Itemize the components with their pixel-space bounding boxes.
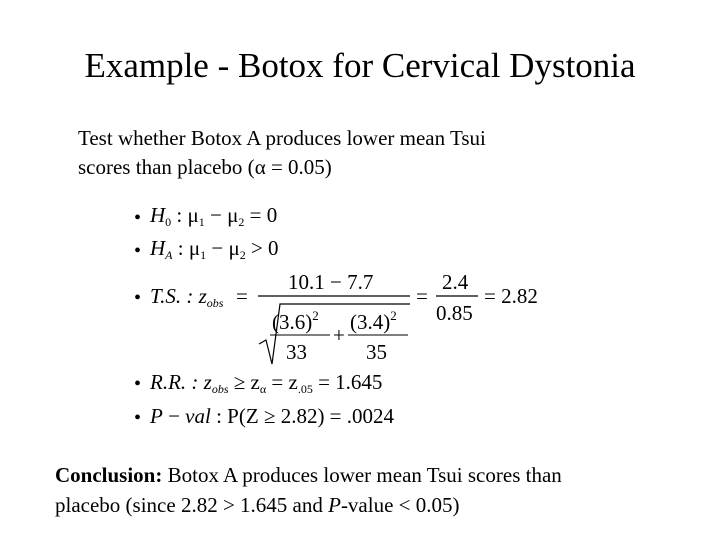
conclusion-text-2-prefix: placebo (since 2.82 > 1.645 and	[55, 493, 329, 517]
intro-text	[78, 124, 678, 182]
ts-eq2: =	[416, 284, 428, 308]
rr-alpha: α	[259, 382, 267, 396]
ha-sub1: 1	[200, 248, 207, 262]
h0-H: H	[150, 203, 166, 227]
svg-text:(3.4)2	[350, 308, 397, 334]
den-plus: +	[333, 323, 345, 347]
den1-num: (3.6)	[272, 310, 313, 334]
bullet-test-statistic	[134, 270, 538, 364]
intro-line-1: Test whether Botox A produces lower mean Tsui	[78, 126, 486, 150]
conclusion-label: Conclusion:	[55, 463, 163, 487]
den2-num: (3.4)	[350, 310, 391, 334]
math-svg	[120, 196, 580, 436]
h0-rel: = 0	[244, 203, 278, 227]
den1-exp: 2	[312, 308, 319, 323]
den1-den: 33	[286, 340, 307, 364]
h0-sub: 0	[165, 215, 172, 229]
slide-title: Example - Botox for Cervical Dystonia	[84, 46, 636, 85]
h0-sub1: 1	[198, 215, 205, 229]
den2-exp: 2	[390, 308, 397, 323]
h0-mu1: : μ	[171, 203, 199, 227]
bullet-dot: •	[134, 287, 142, 309]
conclusion-text-1: Botox A produces lower mean Tsui scores than	[162, 463, 562, 487]
rr-ge: ≥ z	[228, 370, 260, 394]
svg-text:T.S. : zobs	[150, 284, 224, 310]
rr-obs: obs	[211, 382, 229, 396]
bullet-dot: •	[134, 407, 142, 429]
frac2-num: 2.4	[442, 270, 469, 294]
conclusion-text-2-suffix: -value < 0.05)	[340, 493, 460, 517]
alpha-symbol: α	[254, 155, 266, 179]
svg-text:(3.6)2	[272, 308, 319, 334]
svg-text:R.R. : zobs ≥ zα = z.05 = 1.64	[149, 370, 382, 396]
h0-sub2: 2	[238, 215, 245, 229]
den2-den: 35	[366, 340, 387, 364]
ha-mu1: : μ	[172, 236, 201, 260]
conclusion-line-2	[55, 490, 695, 520]
ts-label: T.S. : z	[150, 284, 207, 308]
svg-text:HA : μ1 − μ2 > 0	[149, 236, 279, 262]
ha-sub: A	[165, 248, 173, 262]
bullet-dot: •	[134, 373, 142, 395]
ts-result: = 2.82	[484, 284, 538, 308]
frac2-den: 0.85	[436, 301, 473, 325]
pval-val: val	[185, 404, 211, 428]
bullet-rejection-region	[134, 370, 382, 396]
ts-eq: =	[236, 284, 248, 308]
rr-sub05: .05	[297, 382, 313, 396]
svg-text:P − val : P(Z ≥ 2.82) = .0024	[149, 404, 395, 428]
ha-rel: > 0	[245, 236, 279, 260]
bullet-dot: •	[134, 207, 142, 229]
bullet-dot: •	[134, 240, 142, 262]
bullet-h0	[134, 203, 277, 229]
bullet-p-value	[134, 404, 395, 429]
ts-obs: obs	[206, 296, 224, 310]
intro-line-2-suffix: = 0.05)	[265, 155, 332, 179]
conclusion-line-1	[55, 460, 695, 490]
rr-label: R.R. : z	[150, 370, 212, 394]
pval-minus: −	[162, 404, 186, 428]
ts-numerator: 10.1 − 7.7	[288, 270, 374, 294]
intro-line-2	[78, 153, 678, 182]
hypothesis-list	[120, 196, 580, 436]
svg-text:H0 : μ1 − μ2 = 0	[149, 203, 277, 229]
pval-expr: : P(Z ≥ 2.82) = .0024	[210, 404, 395, 428]
rr-val: = 1.645	[312, 370, 383, 394]
ha-H: H	[150, 236, 166, 260]
pval-P: P	[150, 404, 163, 428]
bullet-ha	[134, 236, 279, 262]
h0-minus-mu2: − μ	[204, 203, 239, 227]
ha-minus-mu2: − μ	[206, 236, 240, 260]
rr-eq: = z	[266, 370, 298, 394]
conclusion-p: P	[328, 493, 341, 517]
intro-line-2-prefix: scores than placebo (	[78, 155, 255, 179]
conclusion-text	[55, 460, 695, 520]
ha-sub2: 2	[239, 248, 246, 262]
